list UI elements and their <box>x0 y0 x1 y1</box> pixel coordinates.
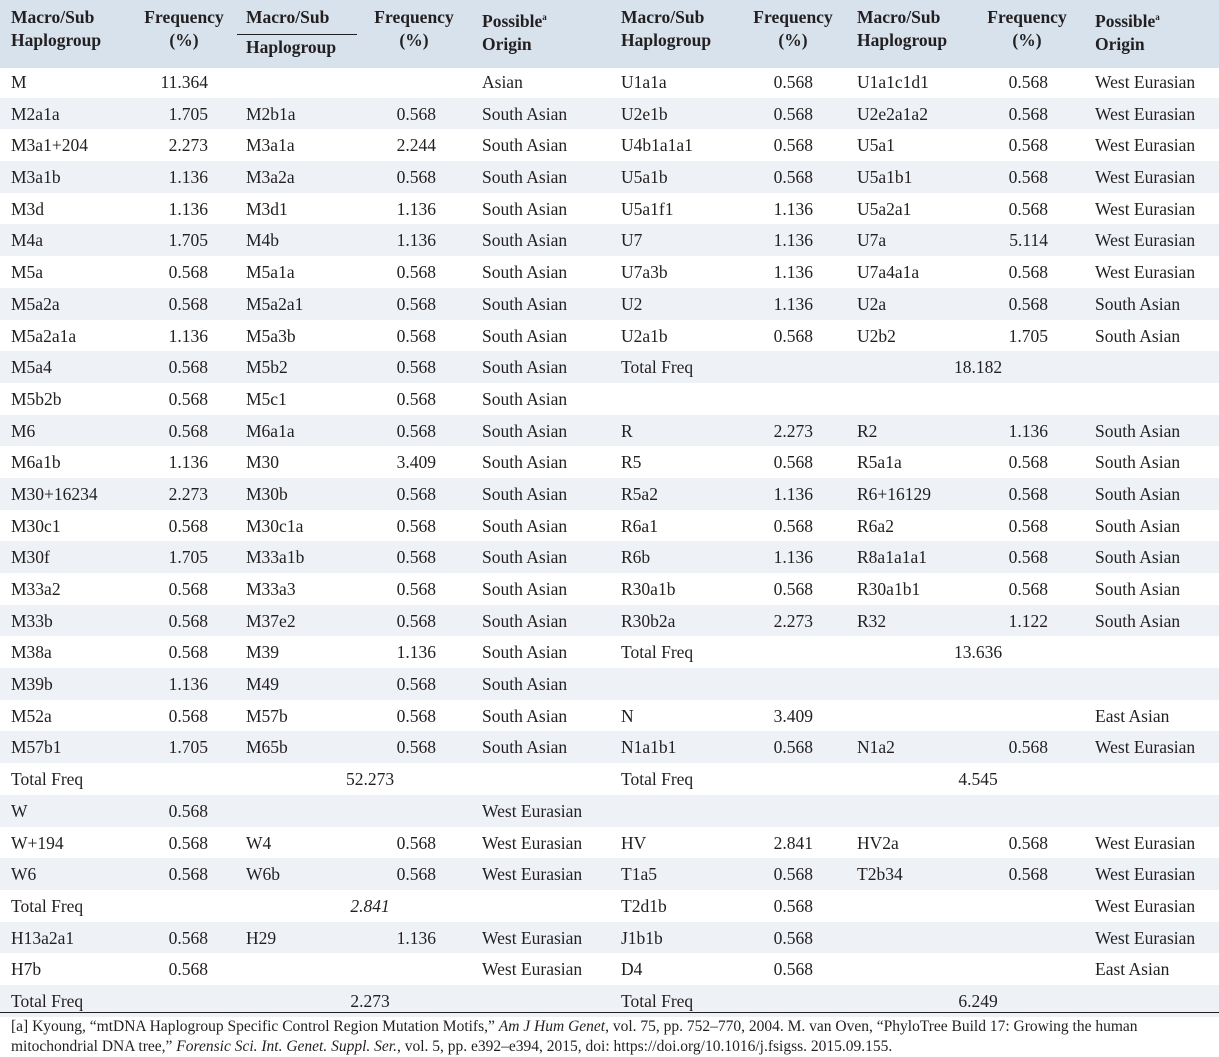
cell-haplogroup-a: M3a1+204 <box>11 135 88 156</box>
cell-frequency-a: 0.568 <box>168 420 208 441</box>
cell-frequency-b: 2.244 <box>396 135 436 156</box>
cell-origin-b: West Eurasian <box>1095 927 1196 948</box>
cell-frequency-d: 0.568 <box>1008 167 1048 188</box>
table-row <box>0 256 1219 288</box>
cell-frequency-c: 0.568 <box>773 959 813 980</box>
cell-haplogroup-a: M6a1b <box>11 452 61 473</box>
cell-frequency-c: 0.568 <box>773 895 813 916</box>
cell-haplogroup-d: U2a <box>857 293 887 314</box>
cell-haplogroup-b: M5a1a <box>246 262 295 283</box>
cell-frequency-c: 1.136 <box>773 547 813 568</box>
table-row <box>0 890 1219 922</box>
cell-frequency-b: 0.568 <box>396 610 436 631</box>
cell-haplogroup-c: T1a5 <box>621 864 657 885</box>
table-row <box>0 98 1219 130</box>
cell-origin-a: West Eurasian <box>482 959 583 980</box>
cell-haplogroup-c: Total Freq <box>621 642 694 663</box>
header-possible-origin-1: Possible$^a$ Origin <box>482 11 547 54</box>
cell-haplogroup-b: W4 <box>246 832 272 853</box>
cell-haplogroup-c: U1a1a <box>621 72 667 92</box>
cell-frequency-c: 1.136 <box>773 198 813 219</box>
cell-haplogroup-b: M5a2a1 <box>246 293 304 314</box>
cell-haplogroup-a: M38a <box>11 642 52 663</box>
cell-haplogroup-a: M52a <box>11 705 52 726</box>
cell-frequency-c: 2.841 <box>773 832 813 853</box>
cell-haplogroup-c: T2d1b <box>621 895 667 916</box>
cell-haplogroup-d: U2e2a1a2 <box>857 103 928 124</box>
cell-haplogroup-d: N1a2 <box>857 737 895 758</box>
cell-frequency-b: 0.568 <box>396 705 436 726</box>
cell-haplogroup-a: M6 <box>11 420 36 441</box>
cell-haplogroup-c: U7a3b <box>621 262 668 283</box>
cell-haplogroup-d: U7a4a1a <box>857 262 920 283</box>
cell-origin-b: East Asian <box>1095 959 1170 980</box>
cell-haplogroup-b: M39 <box>246 642 280 663</box>
cell-frequency-b: 1.136 <box>396 230 436 251</box>
cell-frequency-b: 0.568 <box>396 103 436 124</box>
cell-haplogroup-b: M3a1a <box>246 135 295 156</box>
total-frequency-value: 4.545 <box>958 769 998 790</box>
table-row <box>0 129 1219 161</box>
cell-frequency-d: 1.122 <box>1008 610 1048 631</box>
table-row <box>0 351 1219 383</box>
cell-haplogroup-b: M5b2 <box>246 357 288 378</box>
cell-frequency-b: 0.568 <box>396 483 436 504</box>
table-row <box>0 573 1219 605</box>
total-frequency-value: 2.841 <box>350 895 390 916</box>
cell-origin-b: South Asian <box>1095 420 1181 441</box>
cell-haplogroup-c: U5a1f1 <box>621 198 674 219</box>
table-row <box>0 193 1219 225</box>
cell-origin-a: South Asian <box>482 135 568 156</box>
header-frequency-1: Frequency (%) <box>144 7 224 50</box>
cell-origin-b: South Asian <box>1095 452 1181 473</box>
cell-origin-b: South Asian <box>1095 547 1181 568</box>
table-row <box>0 541 1219 573</box>
cell-frequency-a: 0.568 <box>168 515 208 536</box>
cell-origin-b: East Asian <box>1095 705 1170 726</box>
cell-origin-b: West Eurasian <box>1095 737 1196 758</box>
cell-frequency-c: 0.568 <box>773 579 813 599</box>
cell-frequency-b: 1.136 <box>396 927 436 948</box>
cell-frequency-b: 0.568 <box>396 737 436 758</box>
cell-frequency-c: 0.568 <box>773 167 813 188</box>
table-row <box>0 478 1219 510</box>
cell-frequency-b: 1.136 <box>396 198 436 219</box>
cell-haplogroup-c: R30a1b <box>621 579 676 599</box>
table-row <box>0 320 1219 352</box>
cell-origin-a: Asian <box>482 72 523 92</box>
table-row <box>0 383 1219 415</box>
cell-frequency-a: 0.568 <box>168 864 208 885</box>
cell-frequency-a: 1.136 <box>168 198 208 219</box>
table-row <box>0 288 1219 320</box>
cell-haplogroup-b: M37e2 <box>246 610 296 631</box>
cell-frequency-d: 0.568 <box>1008 452 1048 473</box>
cell-frequency-a: 0.568 <box>168 388 208 409</box>
cell-frequency-c: 3.409 <box>773 705 813 726</box>
cell-haplogroup-b: M2b1a <box>246 103 296 124</box>
table-row <box>0 224 1219 256</box>
cell-haplogroup-c: U5a1b <box>621 167 668 188</box>
cell-origin-a: South Asian <box>482 547 568 568</box>
cell-haplogroup-c: R5 <box>621 452 642 473</box>
cell-haplogroup-d: U2b2 <box>857 325 896 346</box>
cell-frequency-a: 11.364 <box>160 72 208 92</box>
cell-haplogroup-c: J1b1b <box>621 927 663 948</box>
header-frequency-2: Frequency (%) <box>374 7 454 50</box>
cell-haplogroup-d: R32 <box>857 610 887 631</box>
cell-frequency-a: 1.705 <box>168 737 208 758</box>
cell-origin-a: West Eurasian <box>482 864 583 885</box>
cell-frequency-c: 1.136 <box>773 262 813 283</box>
cell-origin-a: West Eurasian <box>482 800 583 821</box>
table-row <box>0 731 1219 763</box>
cell-haplogroup-c: Total Freq <box>621 769 694 790</box>
cell-frequency-c: 0.568 <box>773 72 813 92</box>
cell-frequency-d: 1.705 <box>1008 325 1048 346</box>
cell-origin-b: West Eurasian <box>1095 103 1196 124</box>
table-row <box>0 827 1219 859</box>
cell-frequency-b: 0.568 <box>396 674 436 695</box>
cell-frequency-d: 0.568 <box>1008 547 1048 568</box>
cell-frequency-c: 0.568 <box>773 135 813 156</box>
cell-haplogroup-d: R30a1b1 <box>857 579 921 599</box>
cell-frequency-b: 3.409 <box>396 452 436 473</box>
cell-frequency-d: 1.136 <box>1008 420 1048 441</box>
cell-haplogroup-a: M30+16234 <box>11 483 98 504</box>
cell-haplogroup-a: H13a2a1 <box>11 927 75 948</box>
cell-haplogroup-a: M3d <box>11 198 45 219</box>
cell-frequency-b: 0.568 <box>396 325 436 346</box>
cell-haplogroup-b: W6b <box>246 864 281 885</box>
cell-haplogroup-b: M6a1a <box>246 420 295 441</box>
cell-frequency-b: 0.568 <box>396 388 436 409</box>
cell-frequency-b: 0.568 <box>396 167 436 188</box>
table-row <box>0 66 1219 98</box>
cell-frequency-a: 0.568 <box>168 262 208 283</box>
cell-origin-a: South Asian <box>482 642 568 663</box>
table-row <box>0 858 1219 890</box>
cell-frequency-a: 2.273 <box>168 483 208 504</box>
cell-frequency-a: 2.273 <box>168 135 208 156</box>
cell-haplogroup-b: M65b <box>246 737 288 758</box>
cell-frequency-b: 0.568 <box>396 262 436 283</box>
cell-haplogroup-c: R5a2 <box>621 483 658 504</box>
header-macro-sub-haplogroup-1: Macro/Sub Haplogroup <box>11 7 102 50</box>
cell-frequency-d: 0.568 <box>1008 103 1048 124</box>
cell-haplogroup-d: U5a1b1 <box>857 167 913 188</box>
cell-origin-b: West Eurasian <box>1095 72 1196 92</box>
cell-haplogroup-a: W6 <box>11 864 37 885</box>
cell-haplogroup-a: M57b1 <box>11 737 62 758</box>
cell-haplogroup-c: R6a1 <box>621 515 658 536</box>
cell-haplogroup-a: M2a1a <box>11 103 60 124</box>
table-row <box>0 922 1219 954</box>
cell-origin-a: South Asian <box>482 483 568 504</box>
cell-haplogroup-b: M33a3 <box>246 579 296 599</box>
cell-frequency-d: 0.568 <box>1008 483 1048 504</box>
header-underline <box>237 34 357 35</box>
cell-origin-a: South Asian <box>482 674 568 695</box>
cell-origin-a: South Asian <box>482 103 568 124</box>
cell-origin-a: South Asian <box>482 325 568 346</box>
cell-origin-a: South Asian <box>482 579 568 599</box>
cell-origin-b: West Eurasian <box>1095 167 1196 188</box>
cell-haplogroup-a: Total Freq <box>11 990 84 1011</box>
cell-frequency-b: 0.568 <box>396 357 436 378</box>
cell-frequency-c: 0.568 <box>773 864 813 885</box>
cell-origin-b: West Eurasian <box>1095 135 1196 156</box>
header-possible-origin-2: Possible$^a$ Origin <box>1095 11 1160 54</box>
cell-haplogroup-d: HV2a <box>857 832 899 853</box>
cell-haplogroup-d: U5a2a1 <box>857 198 912 219</box>
cell-frequency-d: 0.568 <box>1008 864 1048 885</box>
cell-origin-a: South Asian <box>482 293 568 314</box>
cell-haplogroup-a: M4a <box>11 230 44 251</box>
cell-haplogroup-d: R8a1a1a1 <box>857 547 927 568</box>
cell-haplogroup-c: HV <box>621 832 647 853</box>
cell-haplogroup-c: Total Freq <box>621 990 694 1011</box>
cell-frequency-b: 0.568 <box>396 579 436 599</box>
cell-frequency-b: 0.568 <box>396 420 436 441</box>
cell-haplogroup-d: R6a2 <box>857 515 894 536</box>
cell-frequency-c: 1.136 <box>773 293 813 314</box>
cell-frequency-c: 2.273 <box>773 420 813 441</box>
cell-haplogroup-d: U5a1 <box>857 135 895 156</box>
cell-origin-b: South Asian <box>1095 325 1181 346</box>
cell-origin-a: South Asian <box>482 388 568 409</box>
cell-origin-b: West Eurasian <box>1095 895 1196 916</box>
cell-frequency-b: 0.568 <box>396 864 436 885</box>
cell-haplogroup-c: U7 <box>621 230 643 251</box>
cell-origin-a: West Eurasian <box>482 927 583 948</box>
cell-haplogroup-b: M57b <box>246 705 288 726</box>
cell-origin-b: West Eurasian <box>1095 230 1196 251</box>
cell-origin-b: West Eurasian <box>1095 262 1196 283</box>
cell-haplogroup-b: M5a3b <box>246 325 296 346</box>
cell-frequency-d: 0.568 <box>1008 198 1048 219</box>
cell-frequency-c: 1.136 <box>773 483 813 504</box>
cell-frequency-b: 0.568 <box>396 293 436 314</box>
cell-haplogroup-a: Total Freq <box>11 769 84 790</box>
cell-frequency-a: 0.568 <box>168 705 208 726</box>
cell-haplogroup-d: R6+16129 <box>857 483 932 504</box>
cell-frequency-a: 0.568 <box>168 642 208 663</box>
cell-haplogroup-a: H7b <box>11 959 42 980</box>
cell-frequency-b: 1.136 <box>396 642 436 663</box>
cell-haplogroup-a: M5a4 <box>11 357 52 378</box>
cell-haplogroup-c: N1a1b1 <box>621 737 677 758</box>
cell-frequency-c: 0.568 <box>773 452 813 473</box>
total-frequency-value: 2.273 <box>350 990 390 1011</box>
cell-frequency-c: 0.568 <box>773 515 813 536</box>
total-frequency-value: 18.182 <box>953 357 1003 378</box>
cell-origin-a: South Asian <box>482 452 568 473</box>
cell-frequency-a: 1.136 <box>168 325 208 346</box>
cell-frequency-d: 0.568 <box>1008 579 1048 599</box>
cell-haplogroup-c: D4 <box>621 959 643 980</box>
header-frequency-4: Frequency (%) <box>987 7 1067 50</box>
cell-haplogroup-c: Total Freq <box>621 357 694 378</box>
cell-origin-a: South Asian <box>482 357 568 378</box>
cell-haplogroup-a: W <box>11 800 28 821</box>
cell-haplogroup-d: U7a <box>857 230 887 251</box>
table-row <box>0 161 1219 193</box>
cell-haplogroup-c: U2 <box>621 293 643 314</box>
table-bottom-rule <box>0 1012 1219 1013</box>
cell-haplogroup-a: M30f <box>11 547 50 568</box>
cell-frequency-d: 5.114 <box>1009 230 1048 251</box>
cell-frequency-d: 0.568 <box>1008 515 1048 536</box>
cell-haplogroup-b: M4b <box>246 230 280 251</box>
cell-frequency-c: 1.136 <box>773 230 813 251</box>
cell-frequency-c: 2.273 <box>773 610 813 631</box>
cell-frequency-b: 0.568 <box>396 515 436 536</box>
cell-frequency-a: 0.568 <box>168 610 208 631</box>
cell-frequency-a: 0.568 <box>168 832 208 853</box>
cell-haplogroup-d: T2b34 <box>857 864 903 885</box>
header-macro-sub-haplogroup-4: Macro/Sub Haplogroup <box>857 7 948 50</box>
cell-origin-a: South Asian <box>482 420 568 441</box>
cell-haplogroup-b: M5c1 <box>246 388 287 409</box>
cell-origin-a: South Asian <box>482 705 568 726</box>
cell-haplogroup-a: M <box>11 72 27 92</box>
cell-origin-a: South Asian <box>482 737 568 758</box>
header-macro-sub-haplogroup-3: Macro/Sub Haplogroup <box>621 7 712 50</box>
table-row <box>0 763 1219 795</box>
cell-haplogroup-d: U1a1c1d1 <box>857 72 929 92</box>
cell-haplogroup-c: N <box>621 705 634 726</box>
table-row <box>0 510 1219 542</box>
cell-haplogroup-c: U4b1a1a1 <box>621 135 693 156</box>
cell-origin-b: West Eurasian <box>1095 198 1196 219</box>
cell-haplogroup-b: M33a1b <box>246 547 305 568</box>
cell-haplogroup-b: M30 <box>246 452 280 473</box>
cell-frequency-b: 0.568 <box>396 547 436 568</box>
table-row <box>0 636 1219 668</box>
cell-haplogroup-a: M39b <box>11 674 53 695</box>
table-row <box>0 700 1219 732</box>
cell-frequency-c: 0.568 <box>773 103 813 124</box>
cell-frequency-d: 0.568 <box>1008 262 1048 283</box>
cell-frequency-d: 0.568 <box>1008 135 1048 156</box>
cell-haplogroup-d: R5a1a <box>857 452 902 473</box>
cell-frequency-a: 1.136 <box>168 674 208 695</box>
cell-origin-b: South Asian <box>1095 483 1181 504</box>
cell-haplogroup-a: M30c1 <box>11 515 61 536</box>
table-row <box>0 795 1219 827</box>
cell-frequency-c: 0.568 <box>773 737 813 758</box>
table-row <box>0 605 1219 637</box>
table-header <box>0 0 1219 68</box>
cell-haplogroup-a: W+194 <box>11 832 64 853</box>
cell-haplogroup-a: M5a2a1a <box>11 325 77 346</box>
cell-frequency-d: 0.568 <box>1008 72 1048 92</box>
cell-origin-a: South Asian <box>482 167 568 188</box>
cell-frequency-a: 1.705 <box>168 547 208 568</box>
cell-frequency-a: 0.568 <box>168 357 208 378</box>
cell-frequency-a: 0.568 <box>168 293 208 314</box>
cell-origin-a: South Asian <box>482 198 568 219</box>
cell-frequency-c: 0.568 <box>773 325 813 346</box>
cell-haplogroup-b: M30b <box>246 483 288 504</box>
cell-haplogroup-a: M3a1b <box>11 167 61 188</box>
table-row <box>0 415 1219 447</box>
cell-haplogroup-b: M3d1 <box>246 198 288 219</box>
cell-haplogroup-a: Total Freq <box>11 895 84 916</box>
cell-origin-a: South Asian <box>482 262 568 283</box>
cell-frequency-a: 1.136 <box>168 452 208 473</box>
cell-origin-b: West Eurasian <box>1095 832 1196 853</box>
cell-haplogroup-a: M5b2b <box>11 388 62 409</box>
table-row <box>0 668 1219 700</box>
cell-origin-b: South Asian <box>1095 579 1181 599</box>
cell-frequency-a: 1.705 <box>168 230 208 251</box>
cell-haplogroup-c: R6b <box>621 547 651 568</box>
footnote: [a] Kyoung, “mtDNA Haplogroup Specific Control Region Mutation Motifs,” Am J Hum Genet, vol. 75, pp. 752–770, 2004. M. van Oven, “PhyloTree Build 17: Growing the human mitochondrial DNA tree,” Forensic Sci. Int. Genet. Suppl. Ser., vol. 5, pp. e392–e394, 2015, doi: https://doi.org/10.1016/j.fsigss. 2015.09.155. <box>11 1018 1138 1055</box>
cell-origin-a: South Asian <box>482 610 568 631</box>
table-body <box>0 66 1219 1017</box>
cell-frequency-a: 0.568 <box>168 927 208 948</box>
cell-origin-b: South Asian <box>1095 293 1181 314</box>
cell-haplogroup-c: U2a1b <box>621 325 668 346</box>
cell-origin-b: South Asian <box>1095 515 1181 536</box>
cell-frequency-a: 0.568 <box>168 959 208 980</box>
cell-haplogroup-c: R30b2a <box>621 610 676 631</box>
cell-origin-b: West Eurasian <box>1095 864 1196 885</box>
cell-haplogroup-a: M5a <box>11 262 44 283</box>
cell-haplogroup-c: U2e1b <box>621 103 668 124</box>
cell-frequency-a: 0.568 <box>168 800 208 821</box>
header-frequency-3: Frequency (%) <box>753 7 833 50</box>
total-frequency-value: 6.249 <box>958 990 998 1011</box>
cell-frequency-a: 0.568 <box>168 579 208 599</box>
cell-frequency-c: 0.568 <box>773 927 813 948</box>
table-row <box>0 953 1219 985</box>
table-row <box>0 446 1219 478</box>
total-frequency-value: 52.273 <box>345 769 395 790</box>
cell-haplogroup-d: R2 <box>857 420 878 441</box>
cell-haplogroup-a: M33a2 <box>11 579 61 599</box>
cell-frequency-d: 0.568 <box>1008 293 1048 314</box>
header-macro-sub-haplogroup-2: Macro/Sub Haplogroup <box>246 7 337 57</box>
cell-haplogroup-b: H29 <box>246 927 277 948</box>
cell-haplogroup-b: M3a2a <box>246 167 295 188</box>
cell-frequency-a: 1.136 <box>168 167 208 188</box>
total-frequency-value: 13.636 <box>953 642 1003 663</box>
cell-origin-a: South Asian <box>482 230 568 251</box>
cell-frequency-d: 0.568 <box>1008 832 1048 853</box>
cell-haplogroup-c: R <box>621 420 633 441</box>
cell-frequency-a: 1.705 <box>168 103 208 124</box>
cell-origin-a: West Eurasian <box>482 832 583 853</box>
cell-origin-a: South Asian <box>482 515 568 536</box>
cell-haplogroup-b: M49 <box>246 674 280 695</box>
cell-haplogroup-a: M33b <box>11 610 53 631</box>
cell-frequency-d: 0.568 <box>1008 737 1048 758</box>
cell-frequency-b: 0.568 <box>396 832 436 853</box>
cell-origin-b: South Asian <box>1095 610 1181 631</box>
cell-haplogroup-b: M30c1a <box>246 515 304 536</box>
cell-haplogroup-a: M5a2a <box>11 293 60 314</box>
